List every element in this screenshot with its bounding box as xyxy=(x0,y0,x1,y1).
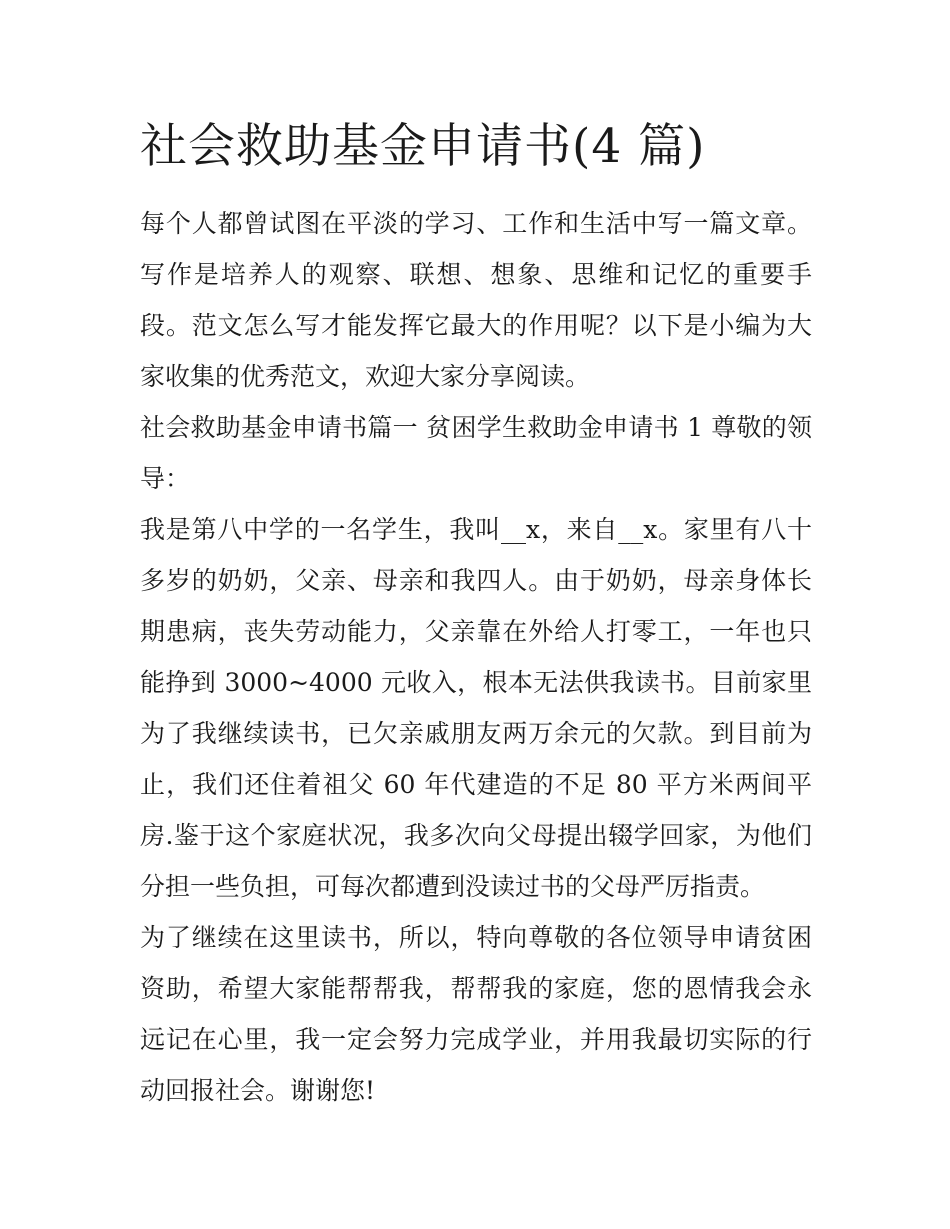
document-body xyxy=(140,198,812,1116)
intro-paragraph: 每个人都曾试图在平淡的学习、工作和生活中写一篇文章。写作是培养人的观察、联想、想象、思维和记忆的重要手段。范文怎么写才能发挥它最大的作用呢？以下是小编为大家收集的优秀范文，欢迎大家分享阅读。 xyxy=(140,209,812,391)
document-title: 社会救助基金申请书(4 篇) xyxy=(140,119,706,174)
closing-paragraph: 为了继续在这里读书，所以，特向尊敬的各位领导申请贫困资助，希望大家能帮帮我，帮帮我的家庭，您的恩情我会永远记在心里，我一定会努力完成学业，并用我最切实际的行动回报社会。谢谢您! xyxy=(140,923,812,1105)
section-heading-paragraph: 社会救助基金申请书篇一 贫困学生救助金申请书 1 尊敬的领导： xyxy=(140,413,812,493)
family-situation-paragraph: 我是第八中学的一名学生，我叫__x，来自__x。家里有八十多岁的奶奶，父亲、母亲和我四人。由于奶奶，母亲身体长期患病，丧失劳动能力，父亲靠在外给人打零工，一年也只能挣到 3000~4000 元收入，根本无法供我读书。目前家里为了我继续读书，已欠亲戚朋友两万余元的欠款。到目前为止，我们还住着祖父 60 年代建造的不足 80 平方米两间平房.鉴于这个家庭状况，我多次向父母提出辍学回家，为他们分担一些负担，可每次都遭到没读过书的父母严厉指责。 xyxy=(140,515,812,901)
